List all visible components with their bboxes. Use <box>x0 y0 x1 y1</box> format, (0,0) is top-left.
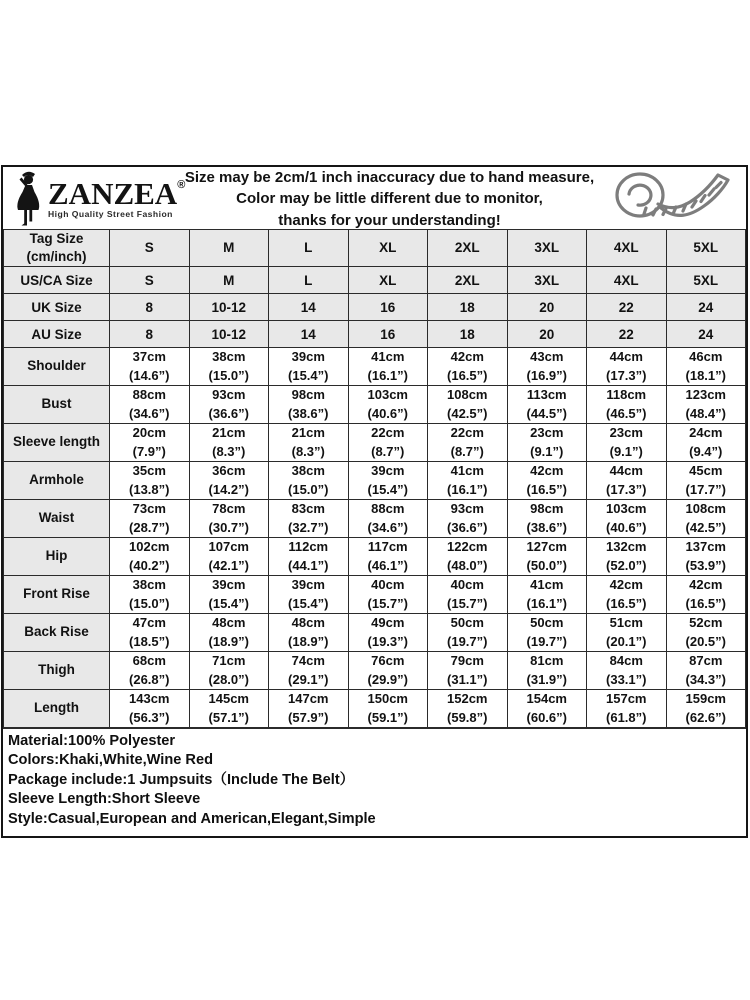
size-cell: 50cm (19.7”) <box>428 614 508 652</box>
size-cell: 38cm (15.0”) <box>110 576 190 614</box>
row-label: AU Size <box>4 321 110 348</box>
row-label: Bust <box>4 386 110 424</box>
row-label: Tag Size (cm/inch) <box>4 230 110 267</box>
notice-line: Size may be 2cm/1 inch inaccuracy due to hand measure, <box>184 169 595 187</box>
size-cell: 154cm (60.6”) <box>507 690 587 728</box>
size-cell: 24 <box>666 294 746 321</box>
size-cell: 39cm (15.4”) <box>269 576 349 614</box>
table-row <box>4 500 746 538</box>
size-cell: 107cm (42.1”) <box>189 538 269 576</box>
size-cell: 44cm (17.3”) <box>587 348 667 386</box>
size-cell: 36cm (14.2”) <box>189 462 269 500</box>
size-cell: 42cm (16.5”) <box>666 576 746 614</box>
row-label: Front Rise <box>4 576 110 614</box>
size-cell: 47cm (18.5”) <box>110 614 190 652</box>
size-cell: 71cm (28.0”) <box>189 652 269 690</box>
size-cell: 88cm (34.6”) <box>348 500 428 538</box>
brand-name: ZANZEA® <box>48 175 186 211</box>
product-note-line: Material:100% Polyester <box>8 733 176 749</box>
size-cell: 113cm (44.5”) <box>507 386 587 424</box>
size-cell: 41cm (16.1”) <box>348 348 428 386</box>
size-cell: 108cm (42.5”) <box>666 500 746 538</box>
size-cell: 98cm (38.6”) <box>269 386 349 424</box>
size-cell: M <box>189 230 269 267</box>
brand-tagline: High Quality Street Fashion <box>48 208 173 219</box>
size-cell: 112cm (44.1”) <box>269 538 349 576</box>
size-cell: 79cm (31.1”) <box>428 652 508 690</box>
size-cell: 22 <box>587 294 667 321</box>
table-row <box>4 652 746 690</box>
row-label: Armhole <box>4 462 110 500</box>
size-cell: 39cm (15.4”) <box>348 462 428 500</box>
size-cell: 20 <box>507 321 587 348</box>
size-cell: 24cm (9.4”) <box>666 424 746 462</box>
size-cell: 51cm (20.1”) <box>587 614 667 652</box>
size-cell: 22cm (8.7”) <box>348 424 428 462</box>
size-cell: 118cm (46.5”) <box>587 386 667 424</box>
size-cell: 73cm (28.7”) <box>110 500 190 538</box>
product-notes <box>3 728 746 836</box>
size-cell: 4XL <box>587 230 667 267</box>
size-cell: XL <box>348 267 428 294</box>
size-cell: 41cm (16.1”) <box>428 462 508 500</box>
size-cell: 52cm (20.5”) <box>666 614 746 652</box>
size-cell: 42cm (16.5”) <box>587 576 667 614</box>
size-cell: 8 <box>110 294 190 321</box>
table-row <box>4 294 746 321</box>
row-label: Waist <box>4 500 110 538</box>
product-note-line: Package include:1 Jumpsuits（Include The Belt） <box>8 771 355 788</box>
table-row <box>4 230 746 267</box>
row-label: Shoulder <box>4 348 110 386</box>
size-cell: 88cm (34.6”) <box>110 386 190 424</box>
size-cell: 16 <box>348 321 428 348</box>
size-cell: 45cm (17.7”) <box>666 462 746 500</box>
size-cell: 83cm (32.7”) <box>269 500 349 538</box>
size-cell: 48cm (18.9”) <box>269 614 349 652</box>
size-cell: 16 <box>348 294 428 321</box>
size-notice <box>183 165 596 231</box>
table-row <box>4 321 746 348</box>
size-cell: 48cm (18.9”) <box>189 614 269 652</box>
size-cell: 98cm (38.6”) <box>507 500 587 538</box>
size-cell: 40cm (15.7”) <box>348 576 428 614</box>
table-row <box>4 576 746 614</box>
size-cell: 93cm (36.6”) <box>189 386 269 424</box>
size-cell: 159cm (62.6”) <box>666 690 746 728</box>
notice-line: thanks for your understanding! <box>278 211 501 229</box>
size-cell: 122cm (48.0”) <box>428 538 508 576</box>
size-cell: 39cm (15.4”) <box>269 348 349 386</box>
size-cell: 152cm (59.8”) <box>428 690 508 728</box>
table-row <box>4 538 746 576</box>
size-cell: 18 <box>428 321 508 348</box>
size-cell: 68cm (26.8”) <box>110 652 190 690</box>
size-cell: 22 <box>587 321 667 348</box>
size-cell: S <box>110 230 190 267</box>
size-cell: 4XL <box>587 267 667 294</box>
size-cell: 39cm (15.4”) <box>189 576 269 614</box>
size-cell: 38cm (15.0”) <box>269 462 349 500</box>
woman-silhouette-icon <box>10 170 46 226</box>
size-cell: 20cm (7.9”) <box>110 424 190 462</box>
size-cell: 14 <box>269 321 349 348</box>
size-cell: 74cm (29.1”) <box>269 652 349 690</box>
size-cell: 127cm (50.0”) <box>507 538 587 576</box>
size-cell: 150cm (59.1”) <box>348 690 428 728</box>
size-cell: 21cm (8.3”) <box>189 424 269 462</box>
brand-logo <box>5 170 186 226</box>
size-cell: 81cm (31.9”) <box>507 652 587 690</box>
size-cell: 46cm (18.1”) <box>666 348 746 386</box>
notice-line: Color may be little different due to monitor, <box>236 190 543 208</box>
size-cell: 157cm (61.8”) <box>587 690 667 728</box>
size-cell: 3XL <box>507 230 587 267</box>
table-row <box>4 267 746 294</box>
size-cell: 42cm (16.5”) <box>428 348 508 386</box>
size-cell: S <box>110 267 190 294</box>
size-cell: 84cm (33.1”) <box>587 652 667 690</box>
chart-header <box>3 167 746 229</box>
size-cell: 5XL <box>666 230 746 267</box>
size-cell: 10-12 <box>189 321 269 348</box>
size-cell: 78cm (30.7”) <box>189 500 269 538</box>
size-cell: 102cm (40.2”) <box>110 538 190 576</box>
size-cell: 117cm (46.1”) <box>348 538 428 576</box>
size-cell: 103cm (40.6”) <box>348 386 428 424</box>
size-cell: 21cm (8.3”) <box>269 424 349 462</box>
measuring-tape-icon <box>596 170 744 226</box>
size-cell: 132cm (52.0”) <box>587 538 667 576</box>
size-cell: 37cm (14.6”) <box>110 348 190 386</box>
row-label: Sleeve length <box>4 424 110 462</box>
table-row <box>4 614 746 652</box>
product-note-line: Sleeve Length:Short Sleeve <box>8 791 201 808</box>
size-cell: 40cm (15.7”) <box>428 576 508 614</box>
product-note-line: Style:Casual,European and American,Elegant,Simple <box>8 810 376 827</box>
row-label: Hip <box>4 538 110 576</box>
size-cell: 14 <box>269 294 349 321</box>
size-cell: 50cm (19.7”) <box>507 614 587 652</box>
size-cell: 44cm (17.3”) <box>587 462 667 500</box>
size-cell: 123cm (48.4”) <box>666 386 746 424</box>
size-cell: 23cm (9.1”) <box>507 424 587 462</box>
size-cell: 22cm (8.7”) <box>428 424 508 462</box>
table-row <box>4 424 746 462</box>
size-cell: 18 <box>428 294 508 321</box>
size-cell: 103cm (40.6”) <box>587 500 667 538</box>
size-cell: 43cm (16.9”) <box>507 348 587 386</box>
size-cell: 147cm (57.9”) <box>269 690 349 728</box>
size-chart-sheet <box>1 165 748 838</box>
table-row <box>4 386 746 424</box>
size-cell: L <box>269 230 349 267</box>
table-row <box>4 462 746 500</box>
size-cell: 2XL <box>428 267 508 294</box>
size-cell: L <box>269 267 349 294</box>
size-table <box>3 229 746 728</box>
size-cell: 35cm (13.8”) <box>110 462 190 500</box>
size-cell: 23cm (9.1”) <box>587 424 667 462</box>
size-cell: 137cm (53.9”) <box>666 538 746 576</box>
size-cell: 42cm (16.5”) <box>507 462 587 500</box>
size-cell: 143cm (56.3”) <box>110 690 190 728</box>
size-cell: 3XL <box>507 267 587 294</box>
size-cell: XL <box>348 230 428 267</box>
size-cell: 145cm (57.1”) <box>189 690 269 728</box>
table-row <box>4 690 746 728</box>
row-label: US/CA Size <box>4 267 110 294</box>
size-cell: 2XL <box>428 230 508 267</box>
size-cell: 8 <box>110 321 190 348</box>
size-cell: 38cm (15.0”) <box>189 348 269 386</box>
product-note-line: Colors:Khaki,White,Wine Red <box>8 752 214 769</box>
row-label: Thigh <box>4 652 110 690</box>
size-cell: 108cm (42.5”) <box>428 386 508 424</box>
size-cell: 87cm (34.3”) <box>666 652 746 690</box>
size-cell: 41cm (16.1”) <box>507 576 587 614</box>
size-cell: M <box>189 267 269 294</box>
size-cell: 5XL <box>666 267 746 294</box>
brand-text <box>48 175 186 219</box>
size-cell: 24 <box>666 321 746 348</box>
size-cell: 76cm (29.9”) <box>348 652 428 690</box>
registered-mark: ® <box>177 178 186 191</box>
size-cell: 10-12 <box>189 294 269 321</box>
row-label: Length <box>4 690 110 728</box>
size-cell: 49cm (19.3”) <box>348 614 428 652</box>
row-label: UK Size <box>4 294 110 321</box>
size-cell: 93cm (36.6”) <box>428 500 508 538</box>
size-cell: 20 <box>507 294 587 321</box>
row-label: Back Rise <box>4 614 110 652</box>
table-row <box>4 348 746 386</box>
